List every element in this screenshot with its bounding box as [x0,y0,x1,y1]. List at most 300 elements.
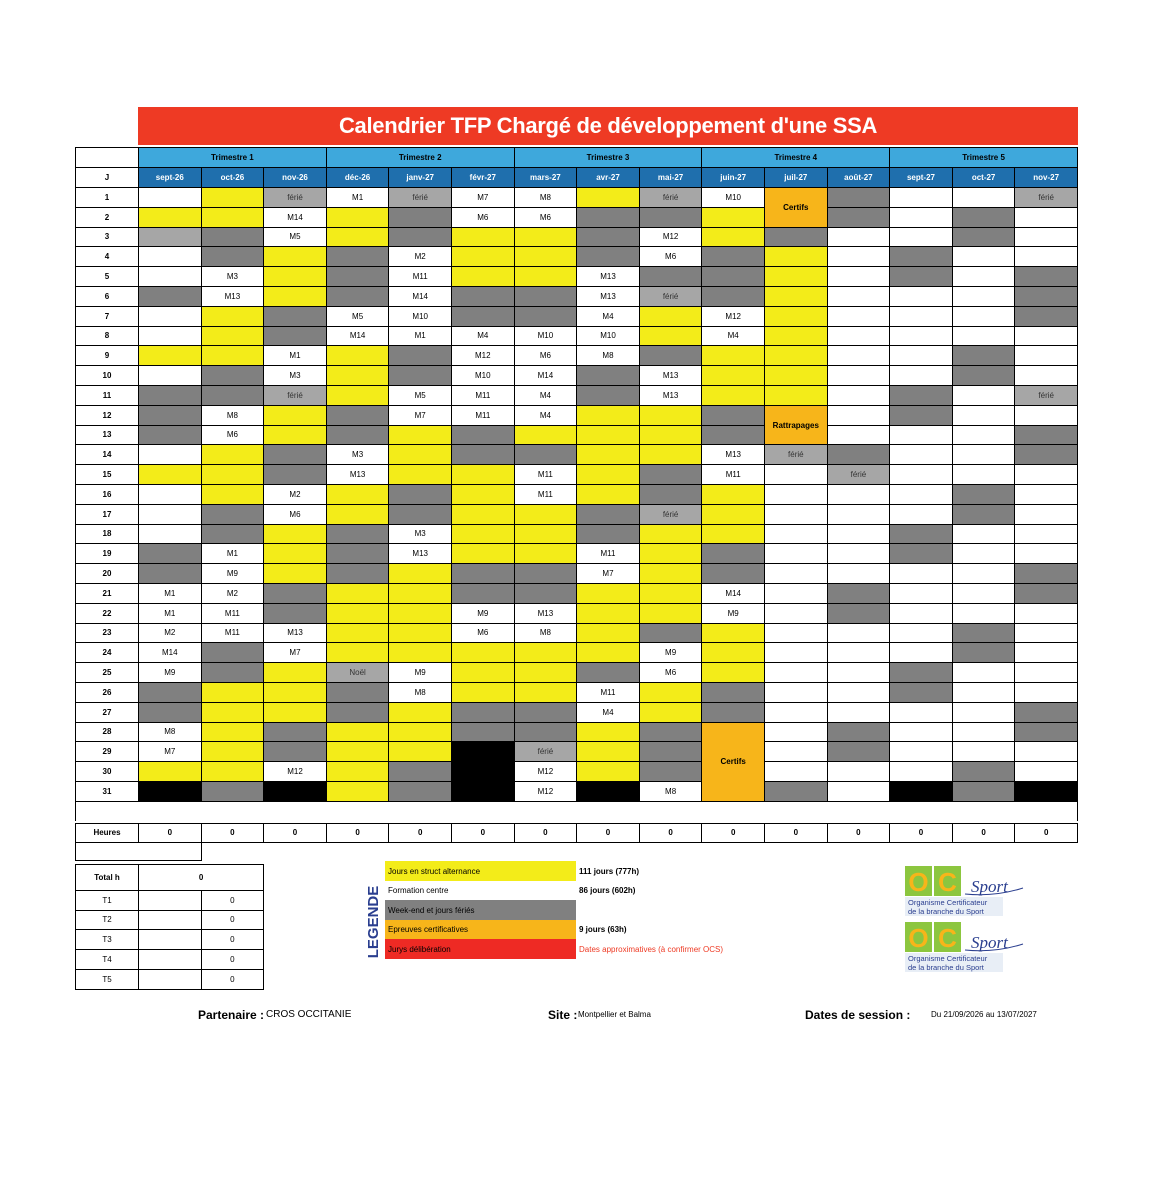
day-cell [827,543,891,564]
trimester-total-blank [138,910,202,931]
day-cell [201,246,265,267]
day-cell: M6 [514,207,578,228]
day-cell [827,266,891,287]
day-cell: M7 [451,187,515,208]
partenaire-label: Partenaire : [198,1008,265,1022]
day-cell: M5 [326,306,390,327]
merged-block: Certifs [764,187,828,228]
day-cell [514,504,578,525]
day-cell: M12 [701,306,765,327]
day-cell: M6 [639,662,703,683]
day-cell [764,246,828,267]
day-cell [827,682,891,703]
day-number: 9 [75,345,139,366]
day-cell: M4 [514,405,578,426]
day-cell [889,543,953,564]
day-cell [1014,702,1078,723]
day-cell [201,722,265,743]
day-cell [764,563,828,584]
day-cell [952,741,1016,762]
day-cell [764,741,828,762]
day-cell [701,563,765,584]
day-cell [952,623,1016,644]
day-cell [764,603,828,624]
day-cell [138,524,202,545]
day-cell [263,444,327,465]
day-cell [451,662,515,683]
day-cell: M13 [201,286,265,307]
day-cell: M10 [514,326,578,347]
day-cell: M10 [701,187,765,208]
day-cell [326,781,390,802]
day-cell [138,464,202,485]
day-cell [576,405,640,426]
day-cell [388,761,452,782]
day-cell [827,563,891,584]
heures-value: 0 [451,823,515,843]
day-cell [889,246,953,267]
day-cell: M3 [388,524,452,545]
day-number: 13 [75,425,139,446]
day-cell [952,702,1016,723]
day-cell [889,682,953,703]
day-cell [201,781,265,802]
logo-line2: de la branche du Sport [908,963,984,972]
heures-value: 0 [1014,823,1078,843]
day-cell [827,306,891,327]
legend-item-label: Week-end et jours fériés [385,900,576,920]
day-cell: M8 [576,345,640,366]
day-cell [138,682,202,703]
day-cell [201,642,265,663]
day-cell: M8 [388,682,452,703]
day-cell [827,227,891,248]
logo-letter-c: C [938,923,957,953]
day-cell [138,326,202,347]
day-cell [701,702,765,723]
day-cell: M4 [451,326,515,347]
partenaire-value: CROS OCCITANIE [266,1009,352,1020]
day-cell: M11 [451,405,515,426]
day-cell [639,425,703,446]
day-cell [138,187,202,208]
merged-block: Rattrapages [764,405,828,446]
day-cell [1014,722,1078,743]
day-cell: M7 [263,642,327,663]
day-cell [701,543,765,564]
trimester-total-value: 0 [201,969,265,990]
day-cell: M8 [514,187,578,208]
day-cell [827,484,891,505]
day-cell [1014,484,1078,505]
day-cell [827,286,891,307]
day-cell [451,702,515,723]
day-cell: M2 [201,583,265,604]
day-cell [827,405,891,426]
day-cell [326,365,390,386]
trimester-header: Trimestre 4 [701,147,890,168]
day-cell [701,266,765,287]
day-cell [639,543,703,564]
day-cell: M5 [263,227,327,248]
day-cell [701,504,765,525]
day-cell [827,583,891,604]
day-cell: M7 [576,563,640,584]
day-cell [576,741,640,762]
spacer-row [75,801,1078,821]
day-cell: M4 [514,385,578,406]
day-cell [576,781,640,802]
day-cell [639,326,703,347]
day-cell [326,603,390,624]
month-header: mai-27 [639,167,703,188]
day-cell [1014,682,1078,703]
day-number: 17 [75,504,139,525]
heures-label: Heures [75,823,139,843]
day-cell [451,266,515,287]
day-cell [138,484,202,505]
heures-value: 0 [201,823,265,843]
month-header: juin-27 [701,167,765,188]
day-cell [326,227,390,248]
day-cell [701,662,765,683]
day-cell [326,286,390,307]
day-cell [827,603,891,624]
day-cell [639,741,703,762]
day-cell: férié [263,385,327,406]
day-number: 3 [75,227,139,248]
legend-item-value: 9 jours (63h) [579,925,627,935]
day-cell [451,583,515,604]
day-cell [263,286,327,307]
day-cell [952,286,1016,307]
day-cell: M7 [138,741,202,762]
day-cell [326,543,390,564]
day-cell: M13 [701,444,765,465]
day-cell [514,524,578,545]
day-cell [889,583,953,604]
logo-word: Sport [971,877,1008,896]
legend-item-value: Dates approximatives (à confirmer OCS) [579,944,724,954]
day-cell: M6 [514,345,578,366]
day-cell [138,761,202,782]
day-cell [388,425,452,446]
day-cell [576,187,640,208]
site-value: Montpellier et Balma [578,1010,651,1019]
day-cell [326,405,390,426]
day-cell [889,444,953,465]
day-cell [138,425,202,446]
day-cell [201,227,265,248]
day-cell [764,722,828,743]
day-cell [952,722,1016,743]
day-cell: M6 [639,246,703,267]
day-cell [889,187,953,208]
day-cell: M11 [576,543,640,564]
day-cell [952,405,1016,426]
day-cell [576,227,640,248]
total-label: Total h [75,864,139,891]
day-cell [388,365,452,386]
heures-value: 0 [514,823,578,843]
day-cell [1014,781,1078,802]
day-cell: M1 [388,326,452,347]
legend-title-text: LEGENDE [365,885,382,959]
logo-line1: Organisme Certificateur [908,898,988,907]
day-cell [576,385,640,406]
heures-value: 0 [326,823,390,843]
day-cell [138,405,202,426]
day-cell [952,504,1016,525]
day-cell [952,642,1016,663]
heures-value: 0 [889,823,953,843]
day-number: 16 [75,484,139,505]
day-cell [138,207,202,228]
day-cell [952,365,1016,386]
day-cell [576,504,640,525]
day-cell [388,603,452,624]
day-cell: M13 [388,543,452,564]
day-cell [201,741,265,762]
day-cell: M3 [201,266,265,287]
trimester-total-blank [138,929,202,950]
day-cell [764,543,828,564]
day-cell [639,464,703,485]
day-cell [451,306,515,327]
day-cell [889,642,953,663]
day-cell [764,702,828,723]
day-cell [827,504,891,525]
day-cell [952,781,1016,802]
day-cell [388,722,452,743]
day-cell [827,722,891,743]
day-cell: M13 [576,266,640,287]
day-cell [952,345,1016,366]
day-number: 15 [75,464,139,485]
day-cell [326,722,390,743]
day-cell [388,464,452,485]
day-number: 31 [75,781,139,802]
day-cell [639,623,703,644]
day-cell: M4 [576,306,640,327]
day-cell [451,444,515,465]
day-cell [764,227,828,248]
day-cell [952,207,1016,228]
day-cell [639,266,703,287]
day-column-header: J [75,167,139,188]
day-cell [889,662,953,683]
day-cell [827,781,891,802]
day-cell [764,326,828,347]
day-cell: M9 [388,662,452,683]
trimester-total-label: T3 [75,929,139,950]
day-cell [701,385,765,406]
day-cell: M9 [639,642,703,663]
day-cell [764,524,828,545]
day-cell [764,385,828,406]
day-cell [201,385,265,406]
day-cell [639,603,703,624]
day-number: 28 [75,722,139,743]
day-cell [764,662,828,683]
day-cell [1014,563,1078,584]
day-number: 22 [75,603,139,624]
day-cell [451,246,515,267]
day-cell [201,187,265,208]
day-cell [201,682,265,703]
dates-label: Dates de session : [805,1008,911,1022]
day-cell [514,682,578,703]
day-cell [451,286,515,307]
heures-value: 0 [388,823,452,843]
day-cell [326,345,390,366]
day-cell: M7 [388,405,452,426]
day-cell: Noël [326,662,390,683]
day-cell [639,702,703,723]
trimester-total-value: 0 [201,929,265,950]
page-title: Calendrier TFP Chargé de développement d'une SSA [138,107,1078,145]
day-cell [1014,543,1078,564]
day-cell: M6 [201,425,265,446]
day-cell: férié [1014,187,1078,208]
trimester-total-blank [138,949,202,970]
day-cell: M1 [138,583,202,604]
day-cell [263,603,327,624]
day-cell: M6 [451,207,515,228]
day-cell [138,385,202,406]
day-cell: M14 [263,207,327,228]
day-cell [451,484,515,505]
month-header: nov-27 [1014,167,1078,188]
heures-value: 0 [701,823,765,843]
day-cell [1014,524,1078,545]
day-cell [639,722,703,743]
day-cell [263,563,327,584]
day-cell [326,741,390,762]
day-cell: férié [263,187,327,208]
day-cell [138,543,202,564]
day-cell [1014,246,1078,267]
day-cell: M3 [326,444,390,465]
day-cell [639,524,703,545]
day-cell [889,286,953,307]
day-cell [701,286,765,307]
month-header: janv-27 [388,167,452,188]
day-cell [1014,227,1078,248]
day-cell [639,345,703,366]
day-cell [827,425,891,446]
day-number: 30 [75,761,139,782]
day-cell [764,266,828,287]
day-cell [701,246,765,267]
day-cell [451,524,515,545]
day-cell: M14 [514,365,578,386]
logo-letter-o: O [908,923,929,953]
day-cell [1014,365,1078,386]
day-cell [889,365,953,386]
day-cell: M11 [201,603,265,624]
day-number: 29 [75,741,139,762]
day-cell [764,781,828,802]
day-cell [1014,761,1078,782]
day-cell [889,266,953,287]
day-cell [576,722,640,743]
day-cell [138,227,202,248]
day-cell [201,484,265,505]
day-cell [952,682,1016,703]
day-cell: M1 [326,187,390,208]
day-cell [514,563,578,584]
day-cell [514,702,578,723]
day-cell [514,266,578,287]
day-cell [1014,623,1078,644]
day-cell: M11 [514,484,578,505]
logo-line1: Organisme Certificateur [908,954,988,963]
day-cell: férié [764,444,828,465]
dates-value: Du 21/09/2026 au 13/07/2027 [931,1010,1037,1019]
day-cell [201,524,265,545]
day-number: 21 [75,583,139,604]
trimester-header: Trimestre 3 [514,147,703,168]
month-header: sept-26 [138,167,202,188]
day-cell: M13 [576,286,640,307]
day-cell [388,642,452,663]
day-cell [138,365,202,386]
day-cell [764,642,828,663]
day-cell [639,682,703,703]
trimester-total-value: 0 [201,949,265,970]
day-cell [451,464,515,485]
day-cell: M10 [576,326,640,347]
day-number: 11 [75,385,139,406]
day-cell [889,464,953,485]
day-cell [827,623,891,644]
day-cell [388,444,452,465]
day-cell: M8 [514,623,578,644]
day-cell [1014,405,1078,426]
day-cell: férié [514,741,578,762]
day-cell: M14 [138,642,202,663]
day-number: 18 [75,524,139,545]
day-cell: M5 [388,385,452,406]
trimester-total-value: 0 [201,890,265,911]
day-cell [388,563,452,584]
day-cell [952,563,1016,584]
day-number: 26 [75,682,139,703]
day-cell [1014,286,1078,307]
day-cell [764,583,828,604]
day-cell [701,365,765,386]
day-cell [326,761,390,782]
day-cell [764,682,828,703]
day-cell: M2 [138,623,202,644]
day-cell [952,385,1016,406]
day-cell [1014,306,1078,327]
month-header: oct-26 [201,167,265,188]
day-cell [514,425,578,446]
day-cell [701,405,765,426]
legend-item-label: Formation centre [385,881,576,901]
day-cell [138,286,202,307]
day-cell [701,682,765,703]
spacer-row-2 [75,843,202,861]
day-cell [138,444,202,465]
day-cell [952,662,1016,683]
day-cell [952,187,1016,208]
day-cell: M6 [263,504,327,525]
day-cell [952,761,1016,782]
day-cell [764,345,828,366]
